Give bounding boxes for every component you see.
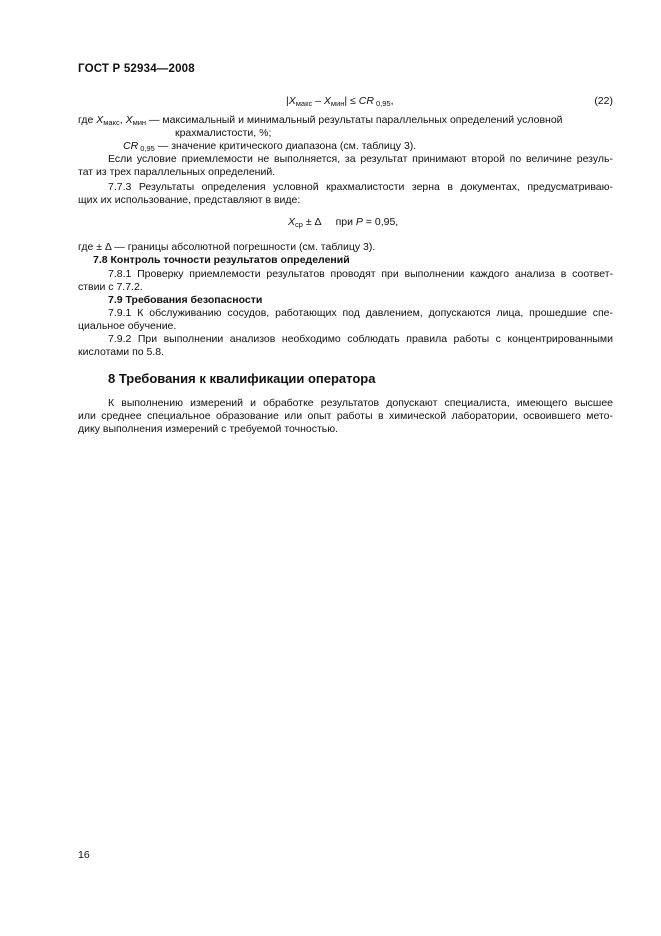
para-7-9-1-line2: циальное обучение. <box>78 320 177 332</box>
where-xmax-xmin: где $X_{макс}$, $X_{мин}$ — максимальный и минимальный результаты параллельных определений условной <box>78 114 563 127</box>
section-7-8-title: 7.8 Контроль точности результатов определений <box>93 254 350 266</box>
para-7-7-3-line1: 7.7.3 Результаты определения условной крахмалистости зерна в документах, предусматриваю- <box>108 181 613 193</box>
para-acceptance-line2: тат из трех параллельных определений. <box>78 166 276 178</box>
where-delta: где ± Δ — границы абсолютной погрешности (см. таблицу 3). <box>78 241 376 253</box>
where-cr: CR $_{0,95}$ — значение критического диапазона (см. таблицу 3). <box>123 140 417 153</box>
equation-result: $X_{ср} \pm \Delta$ при P = 0,95, <box>288 216 399 229</box>
page-number: 16 <box>78 849 90 861</box>
para-8-line2: или среднее специальное образование или опыт работы в химической лаборатории, освоившего мето- <box>78 410 613 422</box>
running-header: ГОСТ Р 52934—2008 <box>78 63 195 75</box>
para-7-9-2-line2: кислотами по 5.8. <box>78 346 165 358</box>
para-7-9-1-line1: 7.9.1 К обслуживанию сосудов, работающих под давлением, допускаются лица, прошедшие спе- <box>108 307 613 319</box>
para-8-line1: К выполнению измерений и обработке результатов допускают специалиста, имеющего высшее <box>108 397 613 409</box>
para-7-7-3-line2: щих их использование, представляют в виде: <box>78 194 301 206</box>
section-8-title: 8 Требования к квалификации оператора <box>108 371 376 386</box>
where-xmax-xmin-cont: крахмалистости, %; <box>175 127 272 139</box>
section-7-9-title: 7.9 Требования безопасности <box>108 294 263 306</box>
para-7-9-2-line1: 7.9.2 При выполнении анализов необходимо соблюдать правила работы с концентрированными <box>108 333 613 345</box>
para-7-8-1-line1: 7.8.1 Проверку приемлемости результатов проводят при выполнении каждого анализа в соответ- <box>108 268 613 280</box>
equation-22: $|X_{макс} - X_{мин}|$ ≤ CR $_{0,95}$, <box>286 95 394 108</box>
para-acceptance-line1: Если условие приемлемости не выполняется, за результат принимают второй по величине резуль- <box>108 153 613 165</box>
para-7-8-1-line2: ствии с 7.7.2. <box>78 281 143 293</box>
para-8-line3: дику выполнения измерений с требуемой точностью. <box>78 423 339 435</box>
equation-number: (22) <box>594 95 613 107</box>
